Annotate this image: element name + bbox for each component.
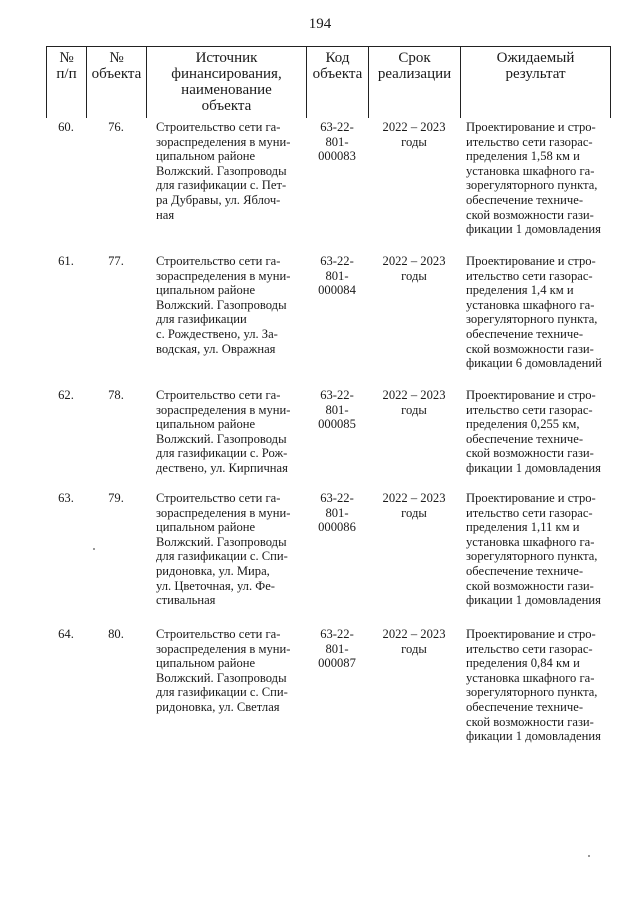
object-number: 78.	[108, 388, 124, 402]
header-code: Код объекта	[307, 47, 369, 119]
implementation-term: 2022 – 2023 годы	[382, 254, 446, 283]
implementation-term: 2022 – 2023 годы	[382, 120, 446, 149]
expected-result: Проектирование и стро- ительство сети газорас- пределения 0,84 км и установка шкафного га- зорегуляторного пункта, обеспечение техниче- ской возможности гази- фикации 1 домовладения	[466, 627, 601, 744]
source-name: Строительство сети га- зораспределения в муни- ципальном районе Волжский. Газопроводы для газификации с. Рож- дествено, ул. Кирпичная	[156, 388, 291, 475]
object-number: 79.	[108, 491, 124, 505]
object-code: 63-22- 801- 000083	[318, 120, 356, 164]
object-code: 63-22- 801- 000084	[318, 254, 356, 298]
implementation-term: 2022 – 2023 годы	[382, 388, 446, 417]
row-number: 62.	[58, 388, 74, 402]
object-code: 63-22- 801- 000087	[318, 627, 356, 671]
source-name: Строительство сети га- зораспределения в муни- ципальном районе Волжский. Газопроводы для газификации с. Спи- ридоновка, ул. Светлая	[156, 627, 291, 714]
source-name: Строительство сети га- зораспределения в муни- ципальном районе Волжский. Газопроводы для газификации с. Пет- ра Дубравы, ул. Яблоч- ная	[156, 120, 291, 222]
header-result: Ожидаемый результат	[461, 47, 611, 119]
implementation-term: 2022 – 2023 годы	[382, 491, 446, 520]
source-name: Строительство сети га- зораспределения в муни- ципальном районе Волжский. Газопроводы для газификации с. Спи- ридоновка, ул. Мира, ул. Цветочная, ул. Фе- стивальная	[156, 491, 291, 608]
expected-result: Проектирование и стро- ительство сети газорас- пределения 0,255 км, обеспечение техниче- ской возможности гази- фикации 1 домовладения	[466, 388, 601, 475]
row-number: 64.	[58, 627, 74, 641]
expected-result: Проектирование и стро- ительство сети газорас- пределения 1,58 км и установка шкафного га- зорегуляторного пункта, обеспечение техниче- ской возможности гази- фикации 1 домовладения	[466, 120, 601, 237]
row-number: 60.	[58, 120, 74, 134]
table-header	[46, 46, 611, 118]
page-number: 194	[308, 16, 332, 32]
header-term: Срок реализации	[369, 47, 461, 119]
object-code: 63-22- 801- 000085	[318, 388, 356, 432]
row-number: 63.	[58, 491, 74, 505]
object-number: 80.	[108, 627, 124, 641]
scan-speck	[588, 855, 590, 857]
object-number: 76.	[108, 120, 124, 134]
expected-result: Проектирование и стро- ительство сети газорас- пределения 1,4 км и установка шкафного га- зорегуляторного пункта, обеспечение техниче- ской возможности гази- фикации 6 домовладений	[466, 254, 602, 371]
row-number: 61.	[58, 254, 74, 268]
scan-speck	[93, 548, 95, 550]
header-source: Источник финансирования, наименование объекта	[147, 47, 307, 119]
expected-result: Проектирование и стро- ительство сети газорас- пределения 1,11 км и установка шкафного га- зорегуляторного пункта, обеспечение техниче- ской возможности гази- фикации 1 домовладения	[466, 491, 601, 608]
object-code: 63-22- 801- 000086	[318, 491, 356, 535]
header-object-number: № объекта	[87, 47, 147, 119]
source-name: Строительство сети га- зораспределения в муни- ципальном районе Волжский. Газопроводы для газификации с. Рождествено, ул. За- водская, ул. Овражная	[156, 254, 291, 356]
object-number: 77.	[108, 254, 124, 268]
header-row-number: № п/п	[47, 47, 87, 119]
implementation-term: 2022 – 2023 годы	[382, 627, 446, 656]
